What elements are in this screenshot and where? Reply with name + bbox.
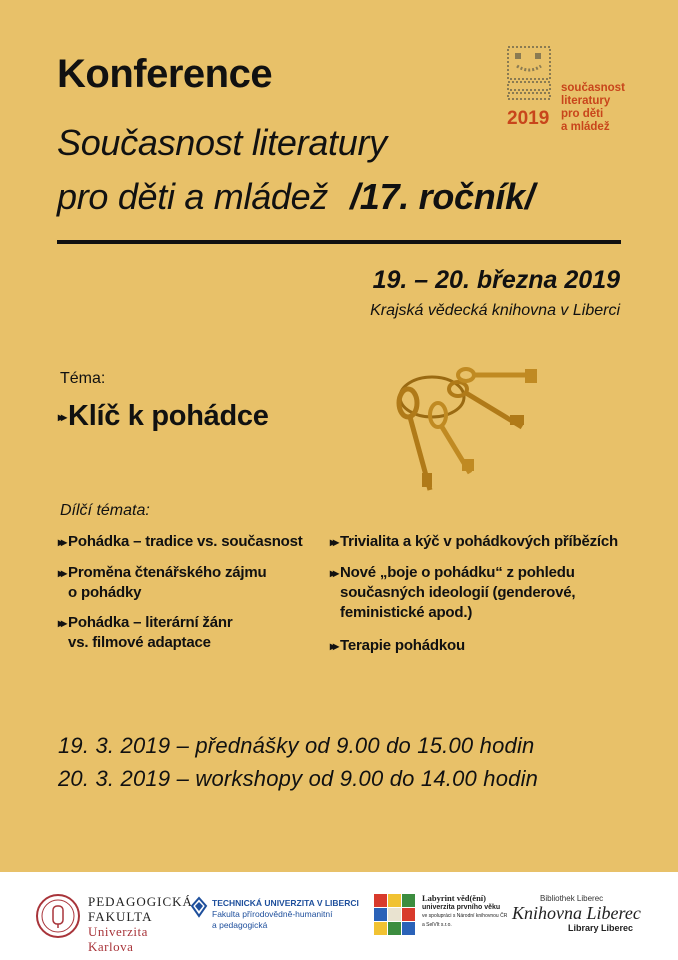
double-arrow-icon: ▸▸ (330, 566, 337, 581)
theme-value: Klíč k pohádce (68, 400, 269, 432)
knihovna-logo (512, 894, 641, 933)
knihovna-line: Bibliothek Liberec (540, 894, 604, 903)
subtopic-line: feministické apod.) (340, 604, 473, 621)
pedf-logo (34, 892, 193, 954)
double-arrow-icon: ▸▸ (58, 616, 65, 631)
tul-emblem-icon (190, 896, 208, 918)
labyrint-line: Labyrint věd(ění) (422, 893, 486, 903)
schedule-line: 20. 3. 2019 – workshopy od 9.00 do 14.00 hodin (58, 766, 539, 791)
pedf-seal-icon (34, 892, 82, 940)
logo-text-line: a mládež (561, 121, 610, 133)
labyrint-line: univerzita prvního věku (422, 904, 501, 911)
labyrint-line: a SelVIt s.r.o. (422, 922, 452, 928)
tul-line: TECHNICKÁ UNIVERZITA V LIBERCI (212, 898, 359, 908)
labyrint-logo (372, 892, 508, 943)
tul-text (212, 898, 359, 931)
theme-title (58, 400, 269, 433)
double-arrow-icon: ▸▸ (58, 535, 65, 550)
event-dates: 19. – 20. března 2019 (372, 266, 620, 294)
knihovna-line: Library Liberec (568, 923, 634, 933)
subtopic-line: o pohádky (68, 584, 142, 601)
pedf-line: Univerzita Karlova (88, 924, 148, 954)
subtopic-item (330, 563, 575, 623)
logo-year: 2019 (507, 108, 550, 129)
pedf-line: PEDAGOGICKÁ (88, 894, 193, 909)
subtopic-line: vs. filmové adaptace (68, 634, 211, 651)
subtopic-line: Proměna čtenářského zájmu (68, 564, 267, 581)
subtopic-item (330, 532, 618, 552)
subtopic-item (58, 532, 303, 552)
conference-subtitle-line2 (57, 176, 535, 218)
conference-subtitle-line1: Současnost literatury (57, 122, 387, 163)
conference-title: Konference (57, 52, 273, 96)
double-arrow-icon: ▸▸ (58, 566, 65, 581)
subtopic-item (330, 636, 465, 656)
subtopics-label: Dílčí témata: (60, 502, 150, 519)
subtopic-line: Pohádka – literární žánr (68, 614, 233, 631)
subtopic-line: Terapie pohádkou (340, 637, 465, 654)
subtopic-line: Pohádka – tradice vs. současnost (68, 533, 303, 550)
double-arrow-icon: ▸▸ (330, 639, 337, 654)
partners-footer (0, 872, 678, 960)
subtopic-line: Trivialita a kýč v pohádkových příbězích (340, 533, 618, 550)
logo-text-line: pro děti (561, 108, 604, 120)
divider-rule (57, 240, 621, 244)
pedf-line: FAKULTA (88, 909, 153, 924)
labyrint-cube-icon (372, 892, 416, 938)
theme-label: Téma: (60, 370, 106, 387)
subtopic-item (58, 613, 232, 653)
logo-text-line: současnost (561, 82, 625, 94)
schedule-line: 19. 3. 2019 – přednášky od 9.00 do 15.00 hodin (58, 733, 535, 758)
pedf-text (88, 894, 193, 954)
tul-line: Fakulta přírodovědně-humanitní (212, 909, 333, 919)
tul-line: a pedagogická (212, 920, 268, 930)
conference-logo (505, 44, 625, 144)
edition: /17. ročník/ (350, 176, 535, 217)
subtopic-line: Nové „boje o pohádku“ z pohledu (340, 564, 575, 581)
labyrint-line: ve spolupráci s Národní knihovnou ČR (422, 913, 508, 919)
double-arrow-icon: ▸▸ (58, 410, 65, 425)
subtopic-line: současných ideologií (genderové, (340, 584, 576, 601)
subtopic-item (58, 563, 266, 603)
tul-logo (190, 896, 359, 930)
double-arrow-icon: ▸▸ (330, 535, 337, 550)
logo-text (561, 82, 625, 134)
logo-text-line: literatury (561, 95, 611, 107)
labyrint-text (422, 894, 507, 930)
knihovna-line: Knihovna Liberec (512, 903, 641, 923)
keys-illustration (370, 355, 550, 505)
subtitle-line2-text: pro děti a mládež (57, 176, 329, 217)
event-venue: Krajská vědecká knihovna v Liberci (370, 302, 620, 319)
